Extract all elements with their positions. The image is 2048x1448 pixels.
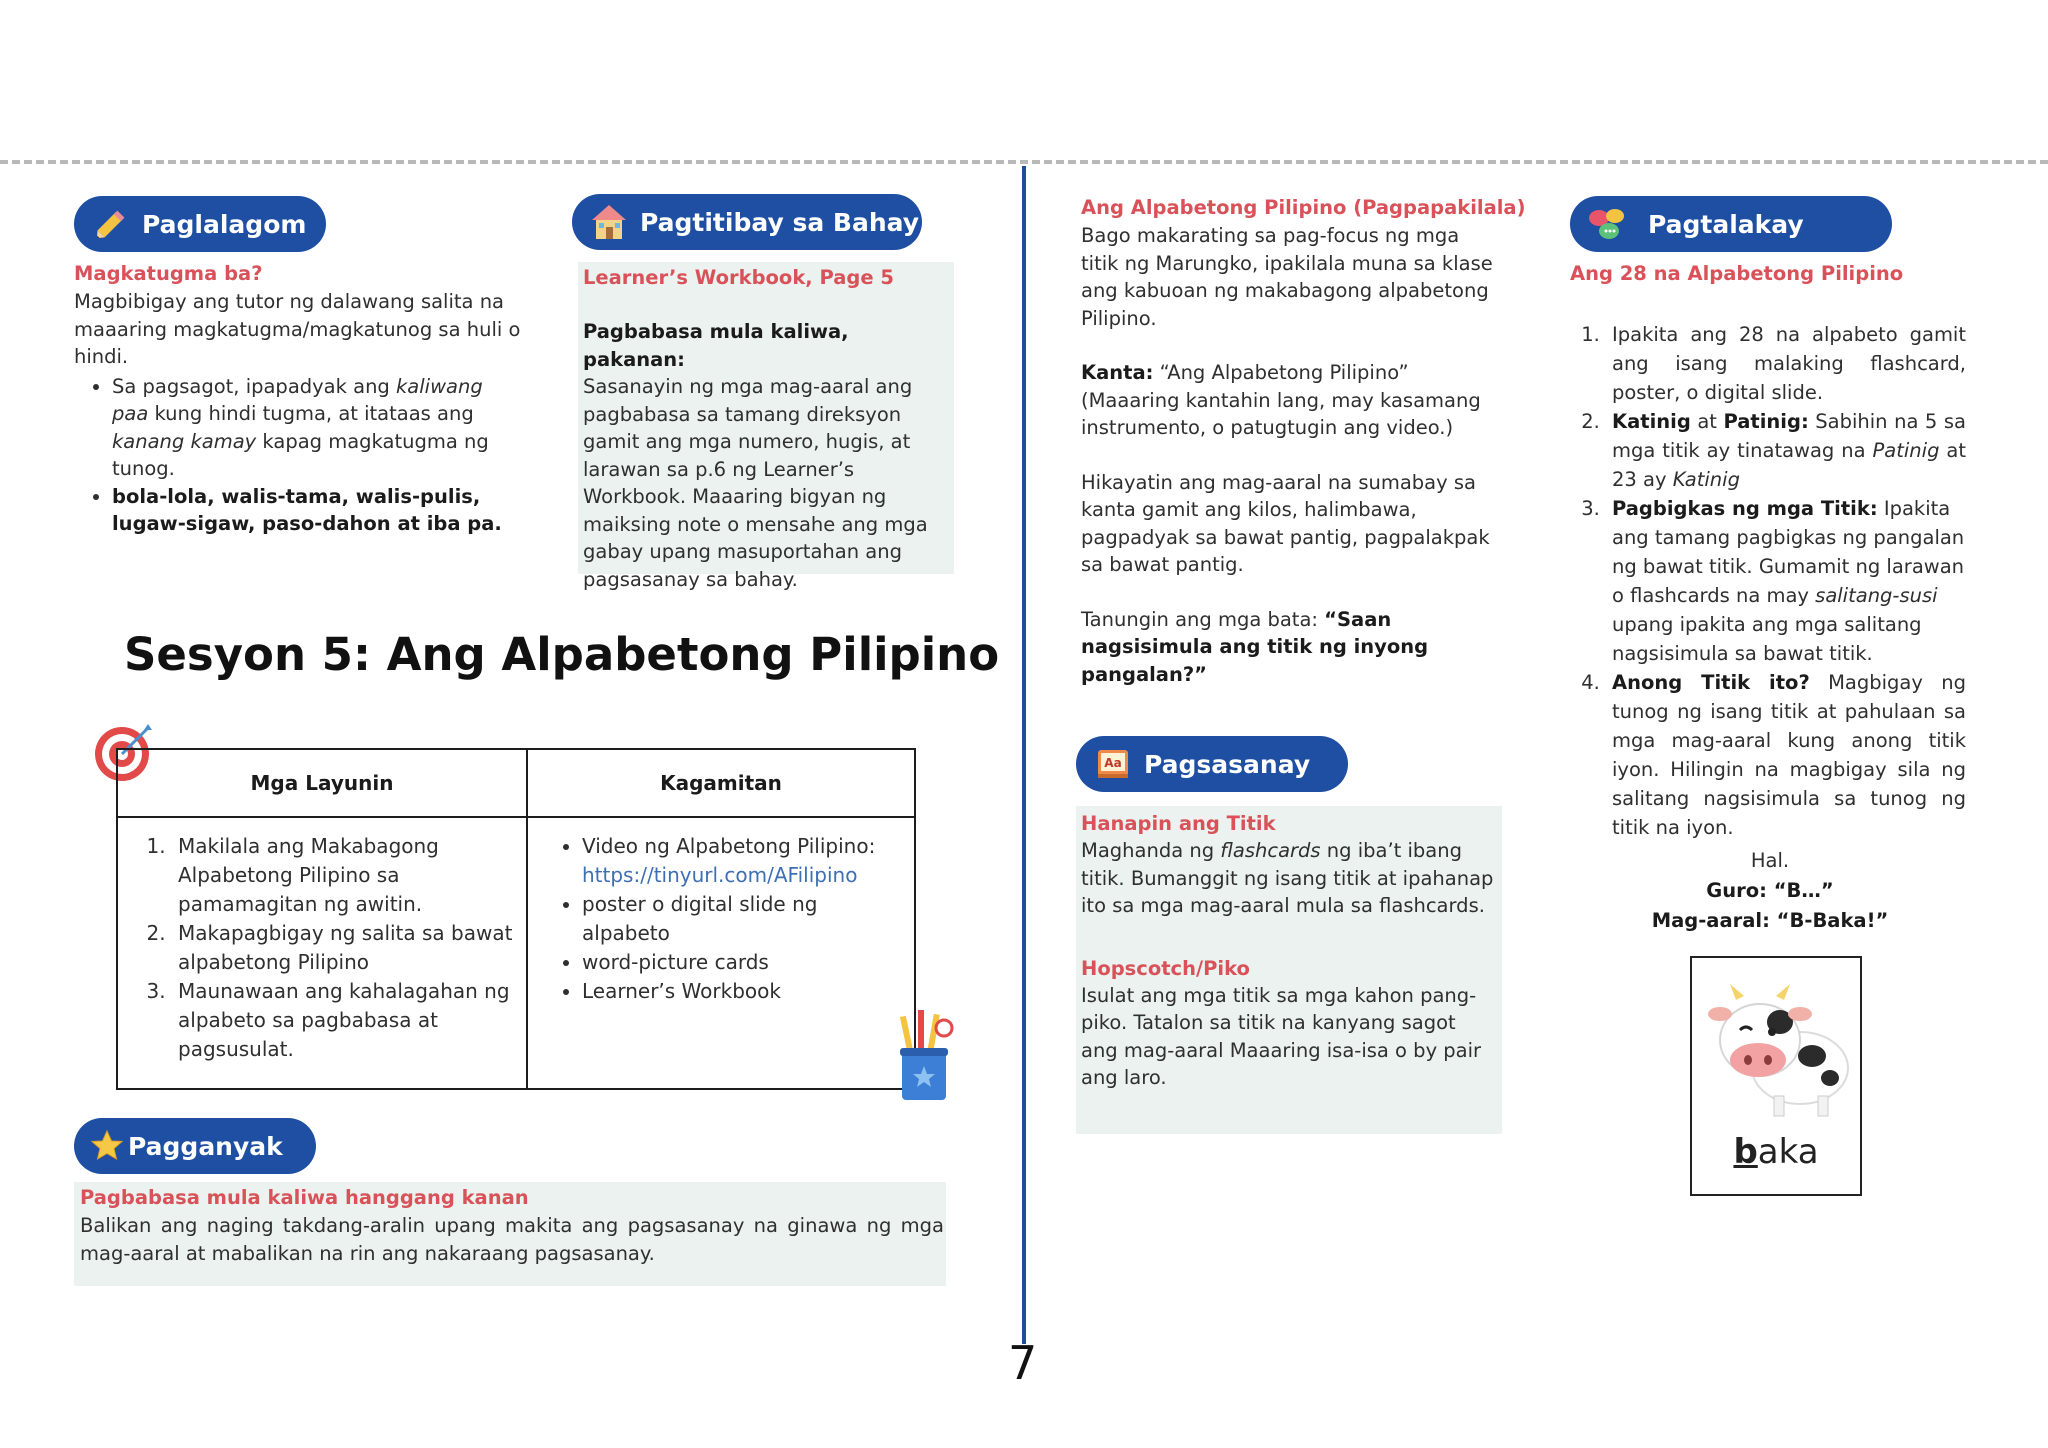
- paglalagom-subheading: Magkatugma ba?: [74, 262, 263, 285]
- card-word: [1692, 1132, 1860, 1172]
- pagsasanay-body: [1081, 810, 1497, 1092]
- pagtalakay-item-2: 2. Katinig at Patinig: Sabihin na 5 sa mga titik ay tinatawag na Patinig at 23 ay Katinig: [1606, 407, 1966, 494]
- paglalagom-title: Paglalagom: [142, 209, 307, 239]
- pagtalakay-header: [1570, 196, 1892, 252]
- kagamitan-cell: [527, 817, 915, 1089]
- pagganyak-body: Balikan ang naging takdang-aralin upang makita ang pagsasanay na ginawa ng mga mag-aaral at mabalikan na rin ang nakaraang pagsasanay.: [80, 1214, 944, 1265]
- pagtitibay-subheading: Learner’s Workbook, Page 5: [583, 266, 894, 289]
- pagtitibay-bold: Pagbabasa mula kaliwa, pakanan:: [583, 320, 849, 371]
- kagamitan-item: • Learner’s Workbook: [582, 977, 904, 1006]
- card-first-letter: b: [1733, 1132, 1758, 1172]
- pagsasanay-title: Pagsasanay: [1144, 749, 1311, 779]
- cow-icon: [1700, 978, 1856, 1132]
- pagpapakilala-body: [1081, 222, 1501, 688]
- kagamitan-item: • word-picture cards: [582, 948, 904, 977]
- card-word-rest: aka: [1757, 1132, 1819, 1172]
- pagganyak-header: [74, 1118, 316, 1174]
- pencil-cup-icon: [894, 1006, 958, 1108]
- pagtalakay-item-1: 1. Ipakita ang 28 na alpabeto gamit ang isang malaking flashcard, poster, o digital slide.: [1606, 320, 1966, 407]
- kanta-paragraph: Kanta: “Ang Alpabetong Pilipino” (Maaaring kantahin lang, may kasamang instrumento, o patugtugin ang video.): [1081, 361, 1481, 439]
- pagganyak-subheading: Pagbabasa mula kaliwa hanggang kanan: [80, 1186, 529, 1209]
- svg-text:Aa: Aa: [1104, 756, 1122, 770]
- table-header-kagamitan: Kagamitan: [527, 749, 915, 817]
- pagtitibay-body: [583, 318, 951, 593]
- pagtitibay-text: Sasanayin ng mga mag-aaral ang pagbabasa sa tamang direksyon gamit ang mga numero, hugis, at larawan sa p.6 ng Learner’s Workbook. Maaaring bigyan ng maiksing note o mensahe ang mga gabay upang masuportahan ang pagsasanay sa bahay.: [583, 375, 928, 591]
- pencil-icon: [90, 203, 132, 245]
- pagtitibay-header: [572, 194, 922, 250]
- page-number: 7: [1008, 1336, 1038, 1390]
- hanapin-subheading: Hanapin ang Titik: [1081, 812, 1276, 835]
- layunin-list: [128, 832, 516, 1064]
- pagpapakilala-p1: Bago makarating sa pag-focus ng mga titik ng Marungko, ipakilala muna sa klase ang kabuoan ng makabagong alpabetong Pilipino.: [1081, 224, 1493, 330]
- example-dialog: [1620, 846, 1920, 936]
- pagpapakilala-subheading: Ang Alpabetong Pilipino (Pagpapakilala): [1081, 196, 1526, 219]
- pagganyak-title: Pagganyak: [128, 1131, 283, 1161]
- layunin-item: 2. Makapagbigay ng salita sa bawat alpabetong Pilipino: [172, 919, 516, 977]
- paglalagom-bullet-2: • bola-lola, walis-tama, walis-pulis, lugaw-sigaw, paso-dahon at iba pa.: [112, 483, 524, 538]
- example-magaaral: Mag-aaral: “B-Baka!”: [1651, 909, 1889, 932]
- star-icon: [90, 1125, 124, 1167]
- layunin-item: 3. Maunawaan ang kahalagahan ng alpabeto sa pagbabasa at pagsusulat.: [172, 977, 516, 1064]
- objectives-table: [116, 748, 916, 1090]
- hopscotch-subheading: Hopscotch/Piko: [1081, 956, 1250, 980]
- pagtitibay-title: Pagtitibay sa Bahay: [640, 207, 920, 237]
- pagtalakay-item-4: 4. Anong Titik ito? Magbigay ng tunog ng isang titik at pahulaan sa mga mag-aaral kung anong titik iyon. Hilingin na magbigay sila ng salitang nagsisimula sa tunog ng titik na iyon.: [1606, 668, 1966, 842]
- example-label: Hal.: [1750, 849, 1790, 872]
- layunin-item: 1. Makilala ang Makabagong Alpabetong Pilipino sa pamamagitan ng awitin.: [172, 832, 516, 919]
- paglalagom-header: [74, 196, 326, 252]
- chat-bubbles-icon: [1586, 203, 1628, 245]
- paglalagom-list: [74, 373, 524, 538]
- hanapin-text: Maghanda ng flashcards ng iba’t ibang titik. Bumanggit ng isang titik at ipahanap ito sa mga mag-aaral mula sa flashcards.: [1081, 839, 1494, 917]
- kagamitan-item: • Video ng Alpabetong Pilipino: https://tinyurl.com/AFilipino: [582, 832, 904, 890]
- example-guro: Guro: “B…”: [1706, 879, 1834, 902]
- kagamitan-list: [538, 832, 904, 1006]
- pagtalakay-list: [1574, 320, 1966, 842]
- kagamitan-item: • poster o digital slide ng alpabeto: [582, 890, 904, 948]
- word-picture-card: [1690, 956, 1862, 1196]
- session-title: Sesyon 5: Ang Alpabetong Pilipino: [124, 628, 1000, 681]
- pagtalakay-body: [1574, 320, 1966, 842]
- pagsasanay-header: [1076, 736, 1348, 792]
- pagtalakay-item-3: 3. Pagbigkas ng mga Titik: Ipakita ang tamang pagbigkas ng pangalan ng bawat titik. Gumamit ng larawan o flashcards na may salitang-susi upang ipakita ang mga salitang nagsisimula sa bawat titik.: [1606, 494, 1966, 668]
- center-divider-line: [1022, 166, 1026, 1344]
- pagpapakilala-p3: Hikayatin ang mag-aaral na sumabay sa kanta gamit ang kilos, halimbawa, pagpadyak sa bawat pantig, pagpalakpak sa bawat pantig.: [1081, 470, 1490, 576]
- dashed-divider: [0, 160, 2048, 164]
- alphabet-book-icon: [1092, 743, 1134, 785]
- paglalagom-bullet-1: • Sa pagsagot, ipapadyak ang kaliwang paa kung hindi tugma, at itataas ang kanang kamay kapag magkatugma ng tunog.: [112, 373, 524, 483]
- house-icon: [588, 201, 630, 243]
- pagpapakilala-p4: Tanungin ang mga bata: “Saan nagsisimula ang titik ng inyong pangalan?”: [1081, 607, 1429, 686]
- hopscotch-text: Isulat ang mga titik sa mga kahon pang-piko. Tatalon sa titik na kanyang sagot ang mag-aaral Maaaring isa-isa o by pair ang laro.: [1081, 983, 1482, 1089]
- paglalagom-intro: Magbibigay ang tutor ng dalawang salita na maaaring magkatugma/magkatunog sa huli o hindi.: [74, 290, 521, 368]
- paglalagom-body: [74, 288, 524, 538]
- pagtalakay-subheading: Ang 28 na Alpabetong Pilipino: [1570, 262, 1904, 285]
- pagtalakay-title: Pagtalakay: [1648, 209, 1804, 239]
- video-link[interactable]: https://tinyurl.com/AFilipino: [582, 863, 858, 887]
- layunin-cell: [117, 817, 527, 1089]
- table-header-layunin: Mga Layunin: [117, 749, 527, 817]
